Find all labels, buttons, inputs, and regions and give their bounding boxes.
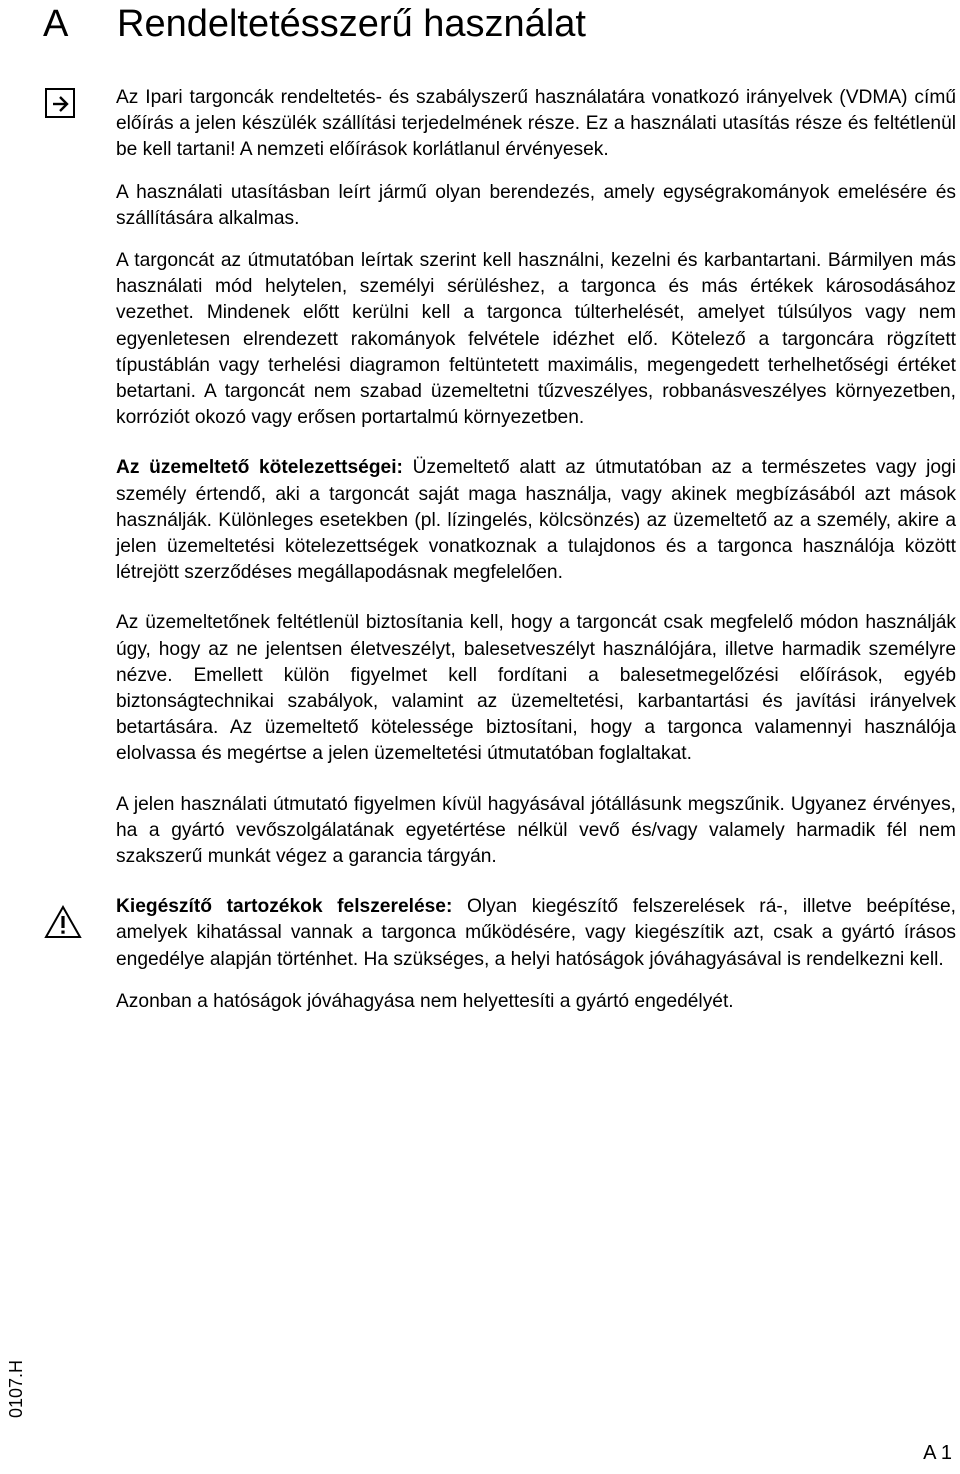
accessories-text: Olyan kiegészítő felszerelések rá-, illetve beépítése, amelyek kihatással vannak a targonca működésére, vagy kiegészítik azt, csak a gyártó írásos engedélye alapján történhet. Ha szükséges, a helyi hatóságok jóváhagyásával is rendelkezni kell.: [116, 896, 956, 970]
operator-obligations-heading: Az üzemeltető kötelezettségei:: [116, 457, 403, 479]
paragraph-operator-duties: Az üzemeltetőnek feltétlenül biztosítania kell, hogy a targoncát csak megfelelő módon használják úgy, hogy az ne jelentsen életveszélyt, balesetveszélyt használójára, illetve harmadik személyre nézve. Emellett külön figyelmet kell fordítani a balesetmegelőzési előírások, egyéb biztonságtechnikai szabályok, valamint az üzemeltetési, karbantartási és javítási irányelvek betartására. Az üzemeltető kötelessége biztosítani, hogy a targonca valamennyi használója elolvassa és megértse a jelen üzemeltetési útmutatóban foglaltakat.: [116, 612, 956, 765]
page-heading: [0, 2, 960, 46]
paragraph-authority-approval: Azonban a hatóságok jóváhagyása nem helyettesíti a gyártó engedélyét.: [116, 990, 734, 1012]
paragraph-vdma: Az Ipari targoncák rendeltetés- és szabályszerű használatára vonatkozó irányelvek (VDMA) című előírás a jelen készülék szállítási terjedelmének része. Ez a használati utasítás része és feltétlenül be kell tartani! A nemzeti előírások korlátlanul érvényesek.: [116, 87, 956, 161]
operator-obligations-text: Üzemeltető alatt az útmutatóban az a természetes vagy jogi személy értendő, aki a targoncát saját maga használja, vagy akinek megbízásából azt mások használják. Különleges esetekben (pl. lízingelés, kölcsönzés) az üzemeltető az a személy, akire a jelen üzemeltetési kötelezettségek vonatkoznak a tulajdonos és a targonca használója között létrejött szerződéses megállapodásnak megfelelően.: [116, 457, 956, 584]
paragraph-usage-rules: A targoncát az útmutatóban leírtak szerint kell használni, kezelni és karbantartani. Bármilyen más használati mód helytelen, személyi sérüléshez, a targonca és más értékek károsodásához vezethet. Mindenek előtt kerülni kell a targonca túlterhelését, amelyet túlsúlyos vagy nem egyenletesen elrendezett rakományok felvétele idézhet elő. Kötelező a targoncára rögzített típustáblán vagy terhelési diagramon feltüntetett maximális, megengedett terhelhetőségi értéket betartani. A targoncát nem szabad üzemeltetni tűzveszélyes, robbanásveszélyes környezetben, korróziót okozó vagy erősen portartalmú környezetben.: [116, 250, 956, 429]
paragraph-warranty: A jelen használati útmutató figyelmen kívül hagyásával jótállásunk megszűnik. Ugyanez érvényes, ha a gyártó vevőszolgálatának egyetértése nélkül vevő és/vagy valamely harmadik fél nem szakszerű munkát végez a garancia tárgyán.: [116, 793, 956, 868]
chapter-letter: A: [43, 3, 69, 45]
accessories-heading: Kiegészítő tartozékok felszerelése:: [116, 896, 453, 918]
warning-triangle-icon: [44, 905, 82, 944]
paragraph-operator-obligations: [116, 455, 956, 586]
paragraph-accessories: [116, 894, 956, 973]
page-number: A 1: [923, 1442, 952, 1464]
paragraph-vehicle-purpose: A használati utasításban leírt jármű olyan berendezés, amely egységrakományok emelésére és szállítására alkalmas.: [116, 181, 956, 229]
document-body: [116, 85, 956, 1015]
document-code: 0107.H: [6, 1359, 26, 1419]
arrow-right-box-icon: [45, 88, 75, 118]
page-title: Rendeltetésszerű használat: [117, 3, 586, 45]
